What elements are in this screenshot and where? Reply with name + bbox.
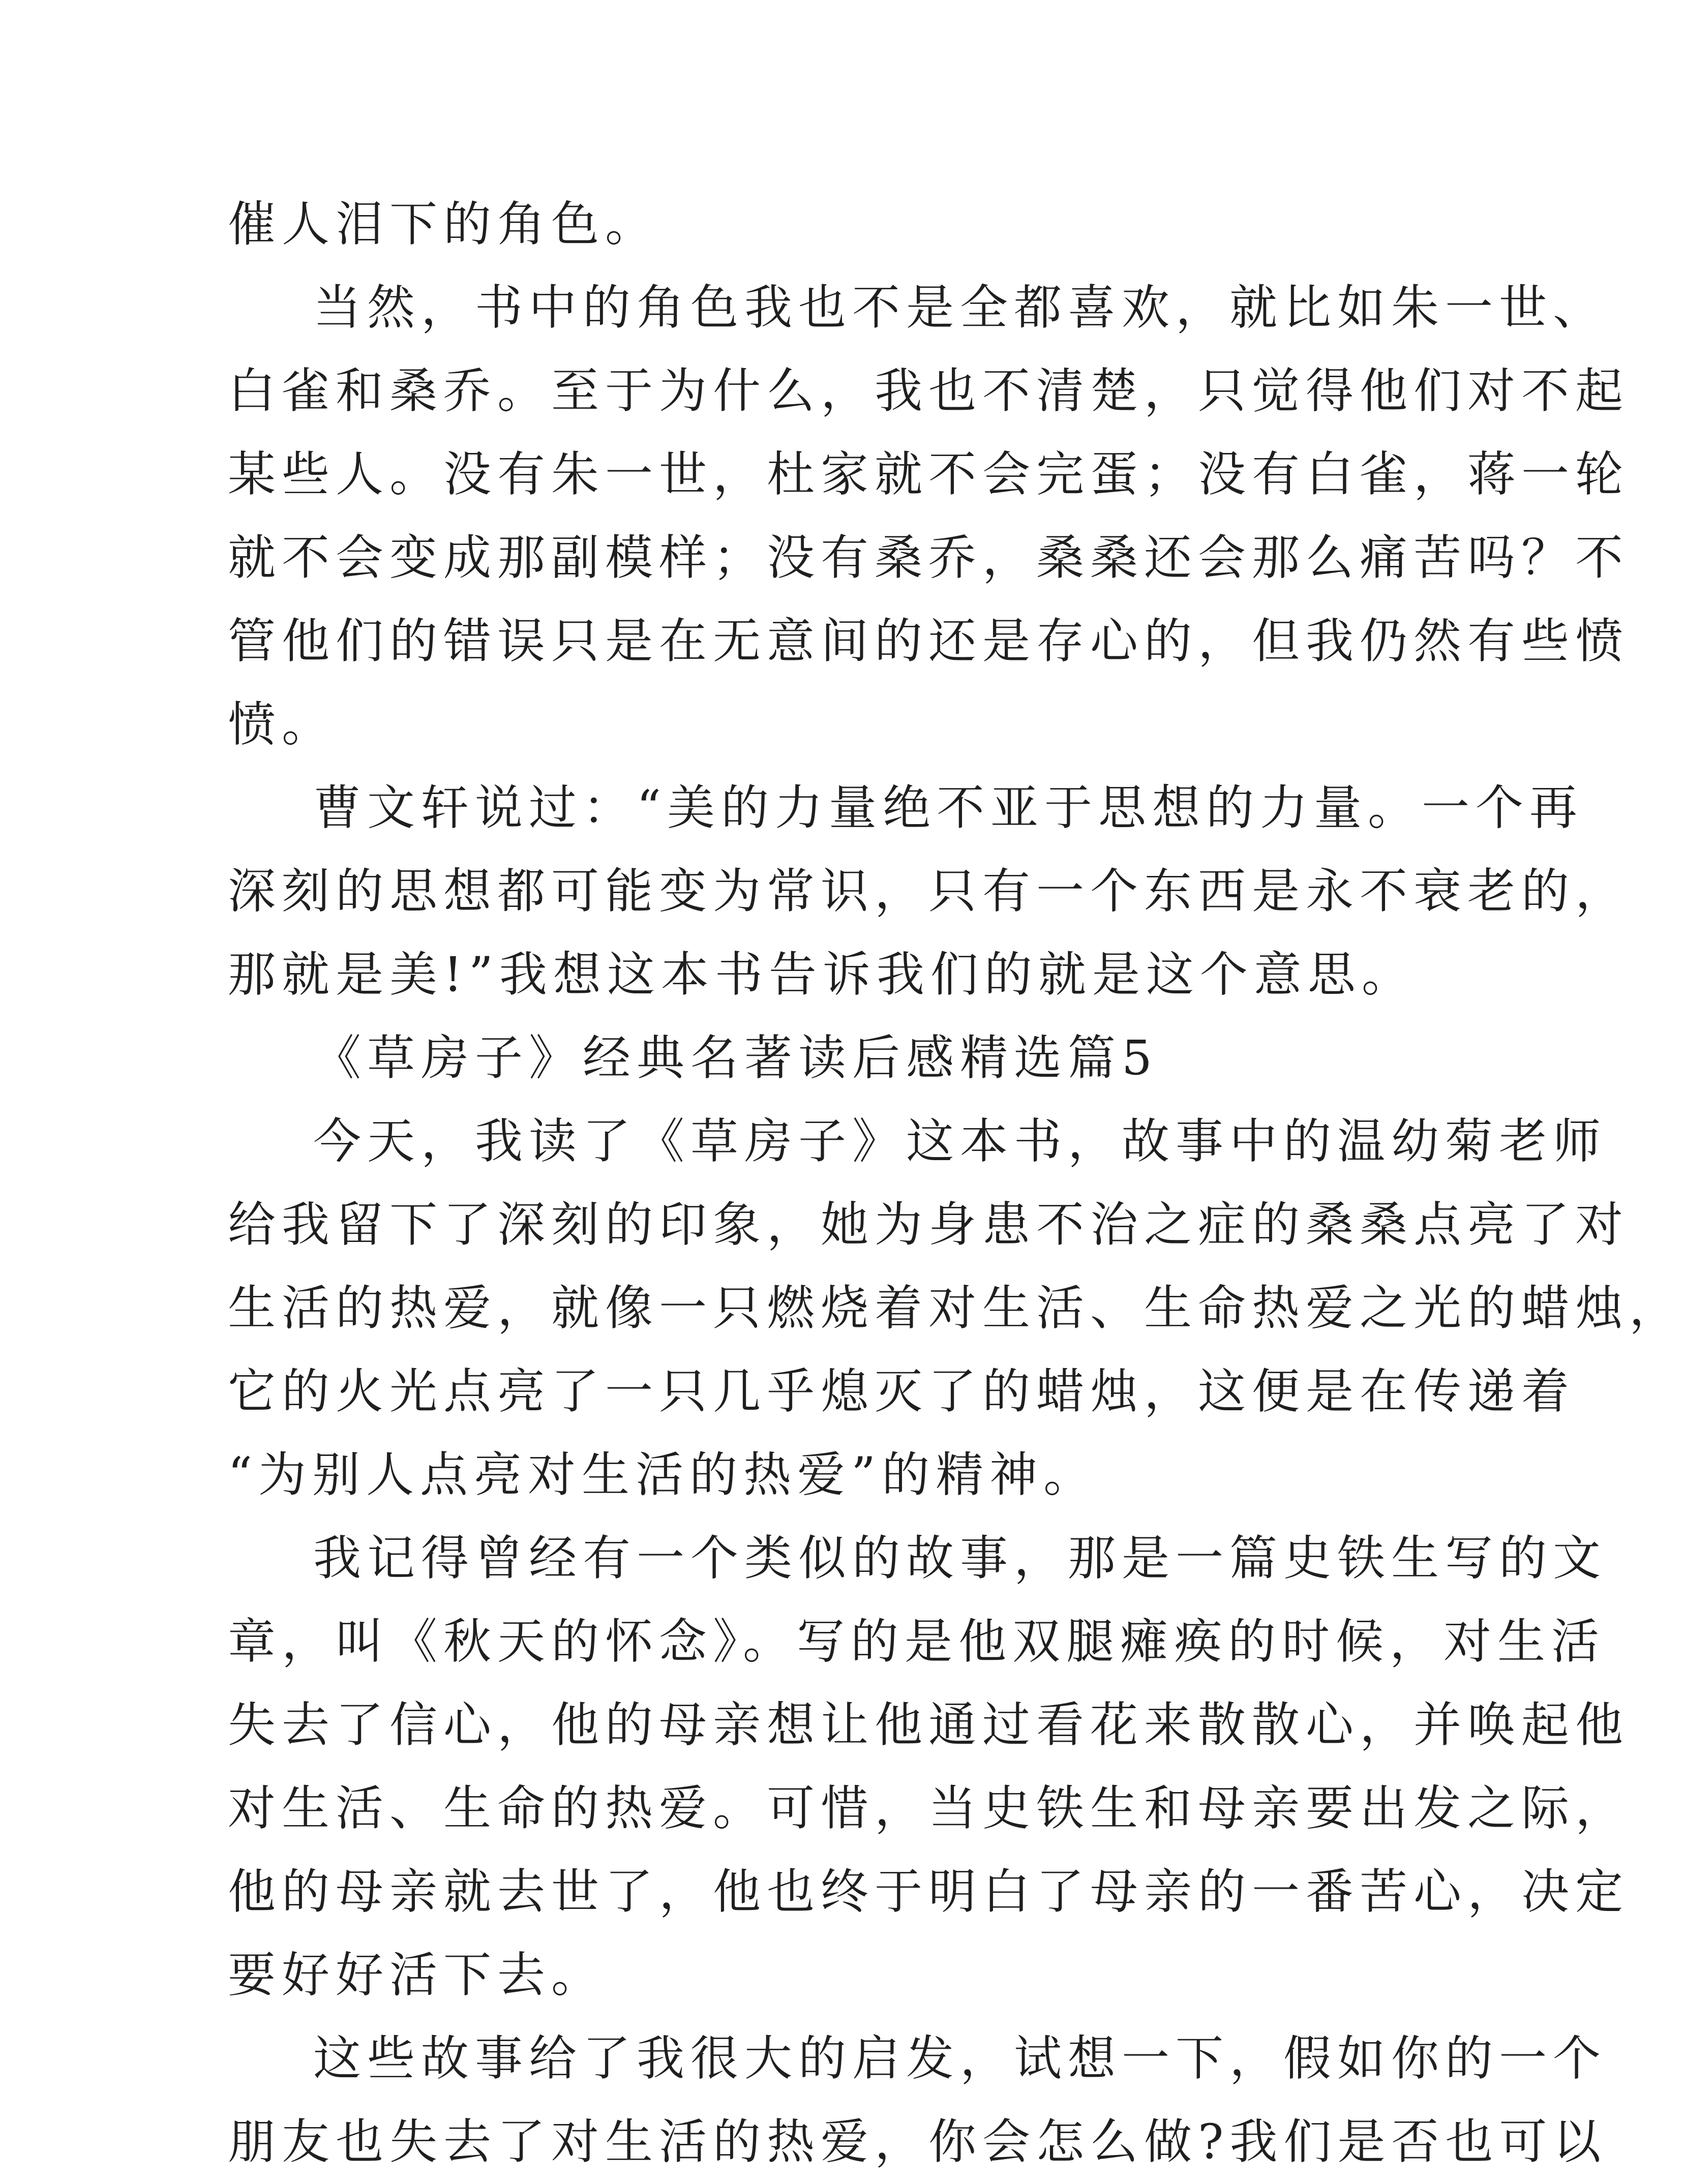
section-heading: 《草房子》经典名著读后感精选篇5 xyxy=(313,1030,1158,1086)
text-line: 白雀和桑乔。至于为什么，我也不清楚，只觉得他们对不起 xyxy=(228,363,1630,419)
text-line: 朋友也失去了对生活的热爱，你会怎么做?我们是否也可以 xyxy=(228,2114,1607,2170)
text-line: 就不会变成那副模样；没有桑乔，桑桑还会那么痛苦吗？不 xyxy=(228,530,1630,586)
text-line: 催人泪下的角色。 xyxy=(228,197,659,252)
paragraph-start-line: 这些故事给了我很大的启发，试想一下，假如你的一个 xyxy=(313,2031,1607,2086)
text-line: 它的火光点亮了一只几乎熄灭了的蜡烛，这便是在传递着 xyxy=(228,1364,1576,1419)
text-line: 给我留下了深刻的印象，她为身患不治之症的桑桑点亮了对 xyxy=(228,1197,1630,1253)
text-line: 深刻的思想都可能变为常识，只有一个东西是永不衰老的， xyxy=(228,864,1630,919)
paragraph-start-line: 今天，我读了《草房子》这本书，故事中的温幼菊老师 xyxy=(313,1114,1607,1169)
paragraph-start-line: 曹文轩说过：“美的力量绝不亚于思想的力量。一个再 xyxy=(313,780,1584,836)
text-line: 生活的热爱，就像一只燃烧着对生活、生命热爱之光的蜡烛， xyxy=(228,1281,1683,1336)
text-line: 对生活、生命的热爱。可惜，当史铁生和母亲要出发之际， xyxy=(228,1781,1630,1836)
text-line: 章，叫《秋天的怀念》。写的是他双腿瘫痪的时候，对生活 xyxy=(228,1614,1606,1670)
text-line: 某些人。没有朱一世，杜家就不会完蛋；没有白雀，蒋一轮 xyxy=(228,447,1630,502)
paragraph-start-line: 当然，书中的角色我也不是全都喜欢，就比如朱一世、 xyxy=(313,280,1607,336)
text-line: 那就是美!”我想这本书告诉我们的就是这个意思。 xyxy=(228,947,1416,1003)
text-line: 失去了信心，他的母亲想让他通过看花来散散心，并唤起他 xyxy=(228,1697,1630,1753)
document-page xyxy=(228,183,1683,2184)
text-line: 他的母亲就去世了，他也终于明白了母亲的一番苦心，决定 xyxy=(228,1864,1630,1920)
text-line: 要好好活下去。 xyxy=(228,1948,606,2003)
text-line: 愤。 xyxy=(228,697,336,752)
text-line: 管他们的错误只是在无意间的还是存心的，但我仍然有些愤 xyxy=(228,614,1630,669)
paragraph-start-line: 我记得曾经有一个类似的故事，那是一篇史铁生写的文 xyxy=(313,1531,1607,1586)
text-line: “为别人点亮对生活的热爱”的精神。 xyxy=(228,1447,1098,1503)
